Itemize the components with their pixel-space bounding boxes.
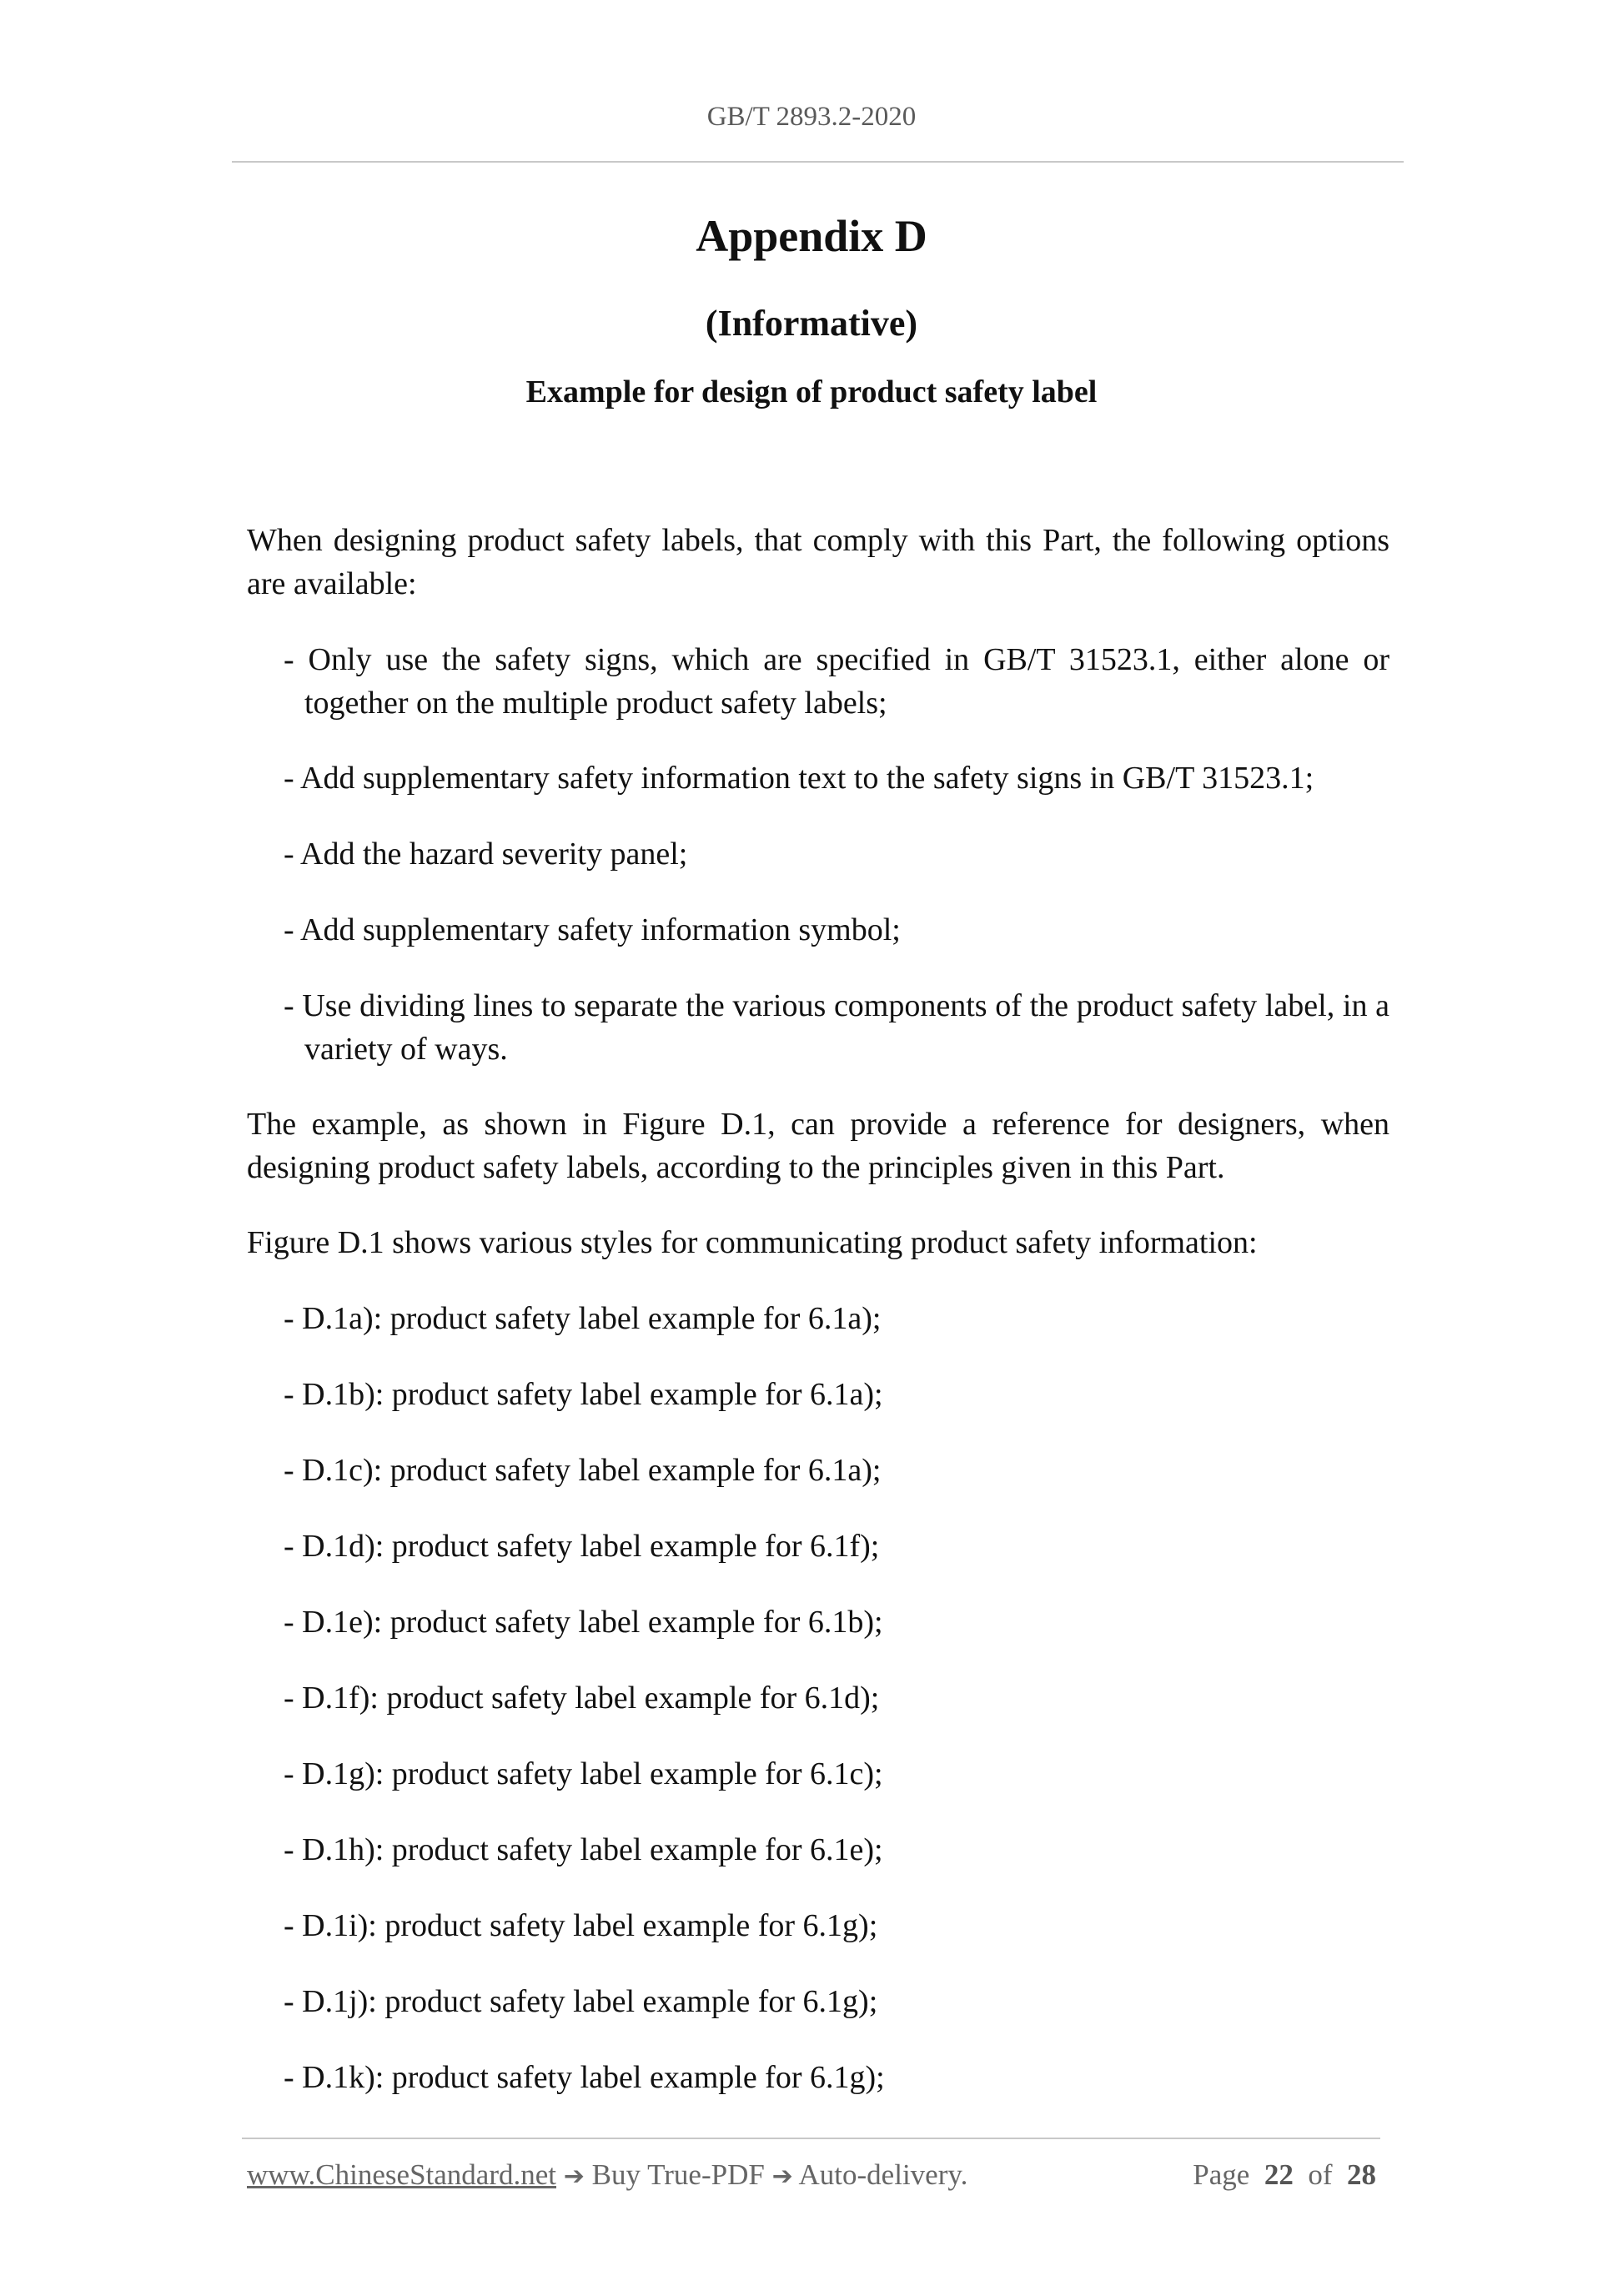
option-item: - Add supplementary safety information text to the safety signs in GB/T 31523.1; [284,761,1314,796]
figure-item: - D.1i): product safety label example for 6.1g); [284,1908,878,1943]
running-header: GB/T 2893.2-2020 [706,102,917,132]
figure-item: - D.1g): product safety label example for 6.1c); [284,1756,883,1791]
figure-intro-paragraph: Figure D.1 shows various styles for communicating product safety information: [247,1225,1258,1260]
of-word: of [1308,2158,1333,2191]
reference-paragraph: The example, as shown in Figure D.1, can provide a reference for designers, when designing product safety labels, according to the principles given in this Part. [247,1107,1389,1185]
figure-item: - D.1j): product safety label example for 6.1g); [284,1984,878,2019]
option-item: - Only use the safety signs, which are specified in GB/T 31523.1, either alone or together on the multiple product safety labels; [284,642,1389,721]
website-link[interactable]: www.ChineseStandard.net [247,2158,556,2191]
footer-divider [242,2138,1380,2139]
appendix-title: Appendix D [696,211,927,261]
option-item: - Add supplementary safety information symbol; [284,912,901,947]
option-item: - Use dividing lines to separate the various components of the product safety label, in a variety of ways. [284,988,1389,1067]
figure-item: - D.1h): product safety label example for 6.1e); [284,1832,883,1867]
auto-delivery-text: Auto-delivery. [798,2158,968,2191]
page-total: 28 [1347,2158,1376,2191]
figure-item: - D.1f): product safety label example for 6.1d); [284,1681,880,1716]
page-footer [247,2158,1376,2192]
figure-item: - D.1c): product safety label example for 6.1a); [284,1453,882,1488]
figure-item: - D.1k): product safety label example for 6.1g); [284,2060,885,2095]
appendix-subtitle: (Informative) [705,303,918,344]
figure-item: - D.1b): product safety label example for 6.1a); [284,1377,883,1412]
appendix-caption: Example for design of product safety label [525,374,1098,409]
figure-item: - D.1e): product safety label example for 6.1b); [284,1605,883,1640]
page-current: 22 [1264,2158,1294,2191]
footer-left [247,2158,967,2192]
figure-item: - D.1d): product safety label example for 6.1f); [284,1529,880,1564]
option-item: - Add the hazard severity panel; [284,837,688,872]
page-number [1193,2158,1376,2192]
intro-paragraph: When designing product safety labels, that comply with this Part, the following options are available: [247,523,1389,601]
arrow-right-icon: ➔ [563,2162,585,2191]
arrow-right-icon: ➔ [771,2162,793,2191]
buy-true-pdf-text: Buy True-PDF [591,2158,765,2191]
header-divider [232,161,1404,163]
figure-item: - D.1a): product safety label example for 6.1a); [284,1301,882,1336]
page-word: Page [1193,2158,1250,2191]
